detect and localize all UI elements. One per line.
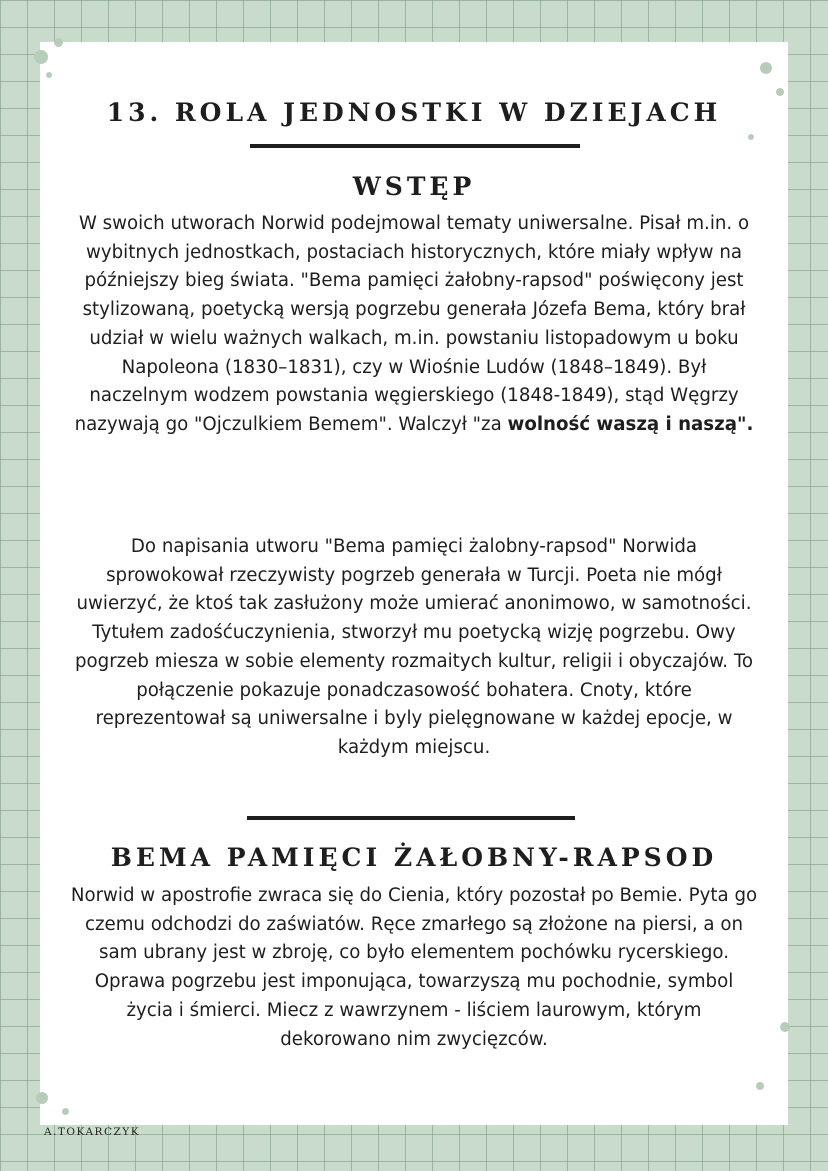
decorative-speck: [34, 50, 48, 64]
context-paragraph: Do napisania utworu "Bema pamięci żalobny-rapsod" Norwida sprowokował rzeczywisty pogrzeb generała w Turcji. Poeta nie mógł uwierzyć, że ktoś tak zasłużony może umierać anonimowo, w samotności. Tytułem zadośćuczynienia, stworzył mu poetycką wizję pogrzebu. Owy pogrzeb miesza w sobie elementy rozmaitych kultur, religii i obyczajów. To połączenie pokazuje ponadczasowość bohatera. Cnoty, które reprezentował są uniwersalne i byly pielęgnowane w każdej epocje, w każdym miejscu.: [74, 536, 753, 758]
intro-paragraph-emphasis: wolność waszą i naszą".: [507, 413, 754, 435]
decorative-speck: [776, 88, 784, 96]
title-divider: [250, 144, 580, 148]
rapsod-paragraph: Norwid w apostrofie zwraca się do Cienia, który pozostał po Bemie. Pyta go czemu odchodzi do zaświatów. Ręce zmarłego są złożone na piersi, a on sam ubrany jest w zbroję, co było elementem pochówku rycerskiego. Oprawa pogrzebu jest imponująca, towarzyszą mu pochodnie, symbol życia i śmierci. Miecz z wawrzynem - liściem laurowym, którym dekorowano nim zwycięzców.: [70, 885, 758, 1050]
decorative-speck: [780, 1022, 790, 1032]
page-title: 13. ROLA JEDNOSTKI W DZIEJACH: [106, 98, 722, 127]
decorative-speck: [36, 1092, 48, 1104]
decorative-speck: [756, 1082, 764, 1090]
intro-paragraph: [70, 210, 758, 440]
decorative-speck: [54, 38, 63, 47]
decorative-speck: [62, 1108, 69, 1115]
section-divider: [247, 816, 575, 820]
intro-paragraph-text: W swoich utworach Norwid podejmowal tematy uniwersalne. Pisał m.in. o wybitnych jednostkach, postaciach historycznych, które miały wpływ na późniejszy bieg świata. "Bema pamięci żałobny-rapsod" poświęcony jest stylizowaną, poetycką wersją pogrzebu generała Józefa Bema, który brał udział w wielu ważnych walkach, m.in. powstaniu listopadowym u boku Napoleona (1830–1831), czy w Wiośnie Ludów (1848–1849). Był naczelnym wodzem powstania węgierskiego (1848-1849), stąd Węgrzy nazywają go "Ojczulkiem Bemem". Walczył "za: [74, 213, 750, 435]
decorative-speck: [748, 134, 754, 140]
decorative-speck: [760, 62, 772, 74]
decorative-speck: [46, 72, 52, 78]
section-heading-rapsod: BEMA PAMIĘCI ŻAŁOBNY-RAPSOD: [110, 843, 718, 872]
section-heading-wstep: WSTĘP: [352, 172, 476, 201]
author-signature: A.TOKARCZYK: [44, 1126, 141, 1138]
